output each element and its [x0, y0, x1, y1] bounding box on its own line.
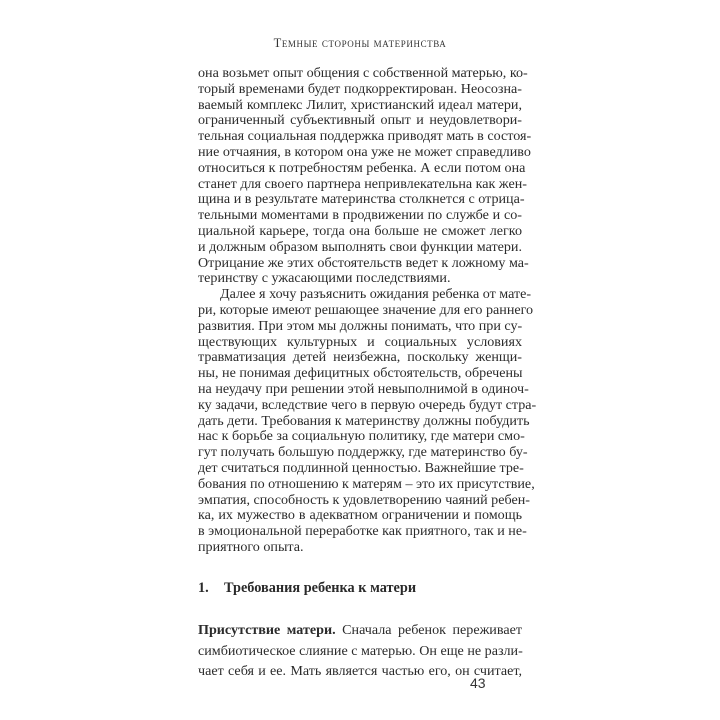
- run-in-heading: Присутствие матери.: [198, 622, 336, 638]
- text-line: станет для своего партнера непривлекательна как жен-: [198, 175, 527, 192]
- text-line: ограниченный субъективный опыт и неудовлетвори-: [198, 112, 522, 129]
- text-line: дет считаться подлинной ценностью. Важнейшие тре-: [198, 459, 524, 476]
- text-line: чает себя и ее. Мать является частью его, он считает,: [198, 663, 522, 679]
- body-text: [198, 65, 537, 556]
- text-line: тельная социальная поддержка приводят мать в состоя-: [198, 128, 532, 145]
- text-line: и должным образом выполнять свои функции матери.: [198, 238, 522, 255]
- text-line: эмпатия, способность к удовлетворению чаяний ребен-: [198, 491, 530, 508]
- text-line: нас к борьбе за социальную политику, где матери смо-: [198, 428, 525, 445]
- text-line: дать дети. Требования к материнству должны побудить: [198, 412, 530, 429]
- text-line: тельными моментами в продвижении по службе и со-: [198, 207, 522, 224]
- text-line: она возьмет опыт общения с собственной матерью, ко-: [198, 65, 528, 81]
- text-line: ваемый комплекс Лилит, христианский идеал матери,: [198, 96, 522, 113]
- text-line: симбиотическое слияние с матерью. Он еще не разли-: [198, 642, 523, 659]
- text-line: ны, не понимая дефицитных обстоятельств, обречены: [198, 365, 523, 382]
- page-number: 43: [470, 675, 486, 691]
- running-head: Темные стороны материнства: [273, 36, 447, 50]
- text-run: Сначала ребенок переживает: [335, 622, 522, 638]
- text-line: на неудачу при решении этой невыполнимой в одиноч-: [198, 380, 529, 397]
- text-line: бования по отношению к матерям – это их присутствие,: [198, 475, 535, 492]
- section-heading: [198, 580, 416, 597]
- section-title: Требования ребенка к матери: [224, 580, 417, 596]
- text-line: торый временами будет подкорректирован. Неосозна-: [198, 80, 522, 97]
- text-line: относиться к потребностям ребенка. А если потом она: [198, 159, 526, 176]
- text-line: развития. При этом мы должны понимать, что при су-: [198, 317, 523, 334]
- text-line: ку задачи, вследствие чего в первую очередь будут стра-: [198, 396, 537, 413]
- text-line: щина и в результате материнства столкнется с отрица-: [198, 191, 525, 208]
- text-line: ри, которые имеют решающее значение для его раннего: [198, 301, 534, 318]
- text-line: ка, их мужество в адекватном ограничении и помощь: [198, 507, 522, 524]
- text-line: травматизация детей неизбежна, поскольку женщи-: [198, 349, 522, 366]
- text-line: Далее я хочу разъяснить ожидания ребенка от мате-: [220, 286, 532, 303]
- text-line: циальной карьере, тогда она больше не сможет легко: [198, 222, 522, 239]
- section-paragraph: [198, 620, 522, 682]
- text-line: [198, 620, 522, 641]
- section-number: 1.: [198, 580, 209, 596]
- text-line: Отрицание же этих обстоятельств ведет к ложному ма-: [198, 254, 529, 271]
- text-line: в эмоциональной переработке как приятного, так и не-: [198, 523, 527, 540]
- text-line: ществующих культурных и социальных условиях: [198, 333, 522, 350]
- text-line: ние отчаяния, в котором она уже не может справедливо: [198, 143, 531, 160]
- text-line: теринству с ужасающими последствиями.: [198, 270, 451, 287]
- text-line: приятного опыта.: [198, 538, 304, 555]
- text-line: гут получать большую поддержку, где материнство бу-: [198, 444, 528, 461]
